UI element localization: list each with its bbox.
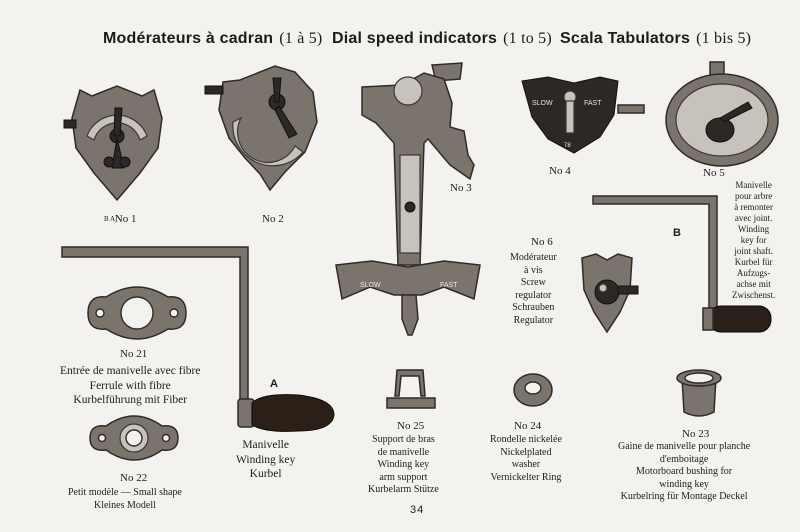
ferrule-21-image (82, 285, 192, 341)
n5-caption-line-10: achse mit (736, 279, 771, 289)
n24-caption-line-3: washer (511, 459, 541, 470)
dial-speed-indicator-4-image (518, 75, 648, 157)
dial-speed-indicator-2-image (205, 62, 325, 192)
key-arm-support-25-caption (368, 434, 439, 497)
n25-caption-line-1: Support de bras (372, 434, 435, 445)
winding-key-a-image (62, 245, 342, 440)
n5-caption-line-5: Winding (738, 224, 770, 234)
crank-a-caption-line-3: Kurbel (249, 468, 282, 480)
winding-key-b-caption (732, 180, 775, 301)
n23-caption-line-5: Kurbelring für Montage Deckel (620, 491, 748, 502)
n5-caption-line-3: à remonter (734, 202, 773, 212)
dial-4-fast-text: FAST (584, 100, 602, 107)
n5-caption-line-1: Manivelle (735, 180, 772, 190)
n6-caption-line-2: à vis (524, 264, 543, 276)
n5-caption-line-2: pour arbre (735, 191, 773, 201)
dial-speed-indicator-3-image (332, 55, 507, 345)
washer-24-image (512, 372, 554, 408)
n25-caption-line-3: Winding key (377, 459, 430, 470)
winding-key-b-letter: B (673, 227, 681, 239)
heading-english-range: (1 to 5) (503, 30, 552, 47)
dial-speed-indicator-3-label: No 3 (450, 182, 472, 194)
ferrule-22-label: No 22 (120, 472, 148, 484)
dial-speed-indicator-1-image (62, 78, 172, 208)
dial-speed-indicator-5-image (662, 62, 782, 172)
key-arm-support-25-label: No 25 (397, 420, 425, 432)
n21-caption-line-1: Entrée de manivelle avec fibre (60, 365, 201, 377)
dial-speed-indicator-1-mark: B A (104, 214, 116, 223)
dial-speed-indicator-1-label (104, 213, 136, 225)
dial-4-slow-text: SLOW (532, 100, 553, 107)
n22-caption-line-1: Petit modèle — Small shape (68, 487, 182, 498)
n6-caption-line-1: Modérateur (510, 252, 557, 263)
n25-caption-line-2: de manivelle (377, 446, 430, 458)
washer-24-label: No 24 (514, 420, 542, 432)
ferrule-21-caption (60, 364, 200, 408)
motorboard-bushing-23-image (674, 368, 724, 420)
dial-speed-indicator-2-label: No 2 (262, 213, 284, 225)
ferrule-22-image (86, 414, 182, 462)
heading-english-title: Dial speed indicators (332, 30, 498, 47)
dial-speed-indicator-1-number: No 1 (114, 213, 137, 225)
n21-caption-line-2: Ferrule with fibre (89, 379, 171, 392)
dial-3-fast-text: FAST (440, 282, 458, 289)
washer-24-caption (490, 434, 562, 484)
ferrule-21-label: No 21 (120, 348, 148, 360)
heading-german (560, 30, 751, 48)
crank-a-caption-line-2: Winding key (236, 453, 296, 466)
dial-speed-indicator-4-label: No 4 (549, 165, 571, 177)
n5-caption-line-7: joint shaft. (734, 246, 773, 256)
n23-caption-line-4: winding key (659, 478, 709, 490)
n23-caption-line-1: Gaine de manivelle pour planche (618, 441, 751, 452)
n6-caption-line-6: Regulator (513, 314, 554, 326)
crank-a-caption-line-1: Manivelle (242, 439, 289, 451)
winding-key-a-letter: A (270, 378, 278, 390)
screw-regulator-6-caption (510, 252, 557, 327)
n25-caption-line-5: Kurbelarm Stütze (368, 484, 439, 495)
page-number: 34 (410, 504, 425, 516)
n21-caption-line-3: Kurbelführung mit Fiber (73, 394, 188, 406)
ferrule-22-caption (68, 487, 182, 512)
n24-caption-line-2: Nickelplated (500, 446, 552, 458)
dial-4-number-text: 78 (564, 143, 571, 149)
heading-german-title: Scala Tabulators (560, 30, 691, 47)
heading-french (103, 30, 322, 48)
heading-english (332, 30, 552, 48)
screw-regulator-6-image (574, 250, 640, 336)
n22-caption-line-2: Kleines Modell (93, 499, 156, 511)
screw-regulator-6-label: No 6 (531, 236, 553, 248)
motorboard-bushing-23-label: No 23 (682, 428, 710, 440)
heading-french-range: (1 à 5) (279, 30, 323, 47)
n5-caption-line-11: Zwischenst. (732, 290, 776, 300)
n5-caption-line-8: Kurbel für (734, 257, 773, 267)
heading-french-title: Modérateurs à cadran (103, 30, 274, 47)
n6-caption-line-3: Screw (520, 277, 546, 288)
n6-caption-line-4: regulator (515, 289, 552, 301)
n24-caption-line-1: Rondelle nickelée (490, 434, 562, 445)
key-arm-support-25-image (385, 366, 437, 412)
n23-caption-line-2: d'emboitage (659, 453, 709, 465)
n25-caption-line-4: arm support (379, 471, 428, 483)
motorboard-bushing-23-caption (618, 441, 750, 504)
heading-german-range: (1 bis 5) (696, 30, 752, 47)
winding-key-a-caption (236, 438, 295, 482)
n24-caption-line-4: Vernickelter Ring (490, 471, 562, 483)
dial-speed-indicator-5-label: No 5 (703, 167, 725, 179)
n5-caption-line-4: avec joint. (734, 213, 773, 223)
dial-3-slow-text: SLOW (360, 282, 381, 289)
n6-caption-line-5: Schrauben (512, 302, 555, 313)
n5-caption-line-9: Aufzugs- (736, 268, 771, 278)
n23-caption-line-3: Motorboard bushing for (636, 466, 733, 477)
n5-caption-line-6: key for (740, 235, 767, 245)
